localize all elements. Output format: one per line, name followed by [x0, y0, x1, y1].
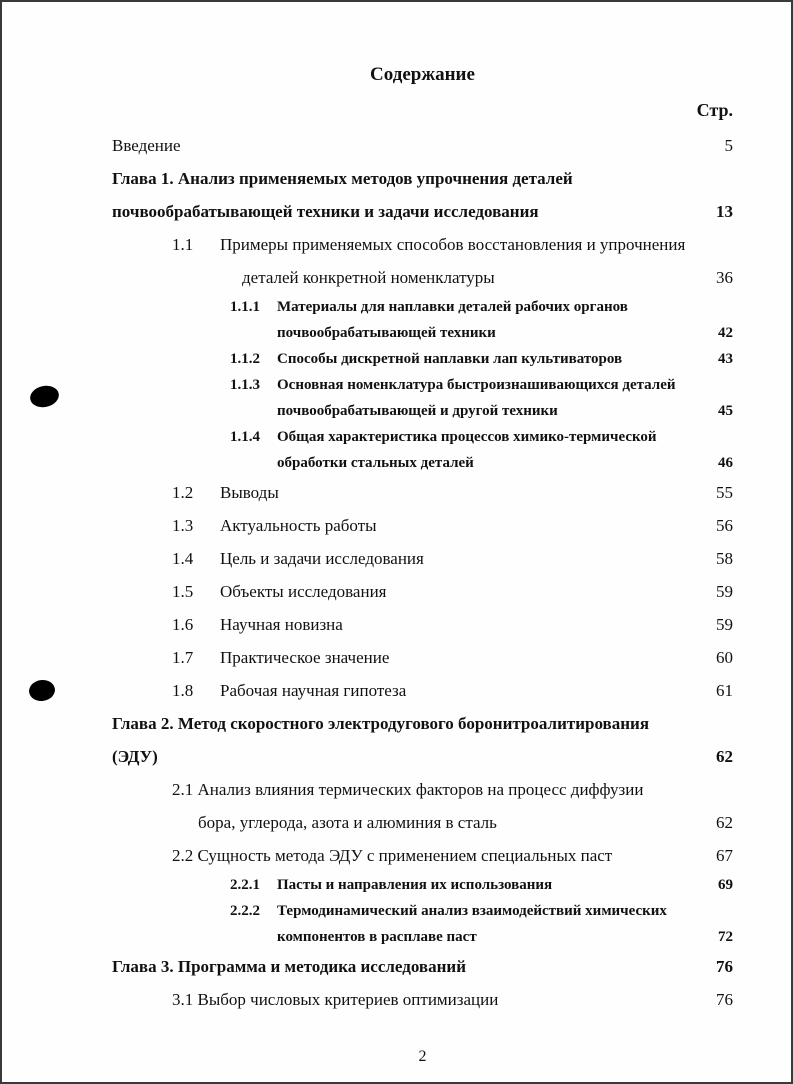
- toc-entry-number: 2.2.2: [230, 903, 260, 919]
- toc-entry: [112, 346, 733, 372]
- toc-entry-number: 1.4: [172, 549, 194, 568]
- toc-entry-lines: [220, 641, 689, 674]
- toc-entry-line: почвообрабатывающей техники и задачи исследования: [112, 202, 539, 221]
- toc-entry-number: 1.2: [172, 483, 194, 502]
- toc-entry-lines: [277, 372, 689, 424]
- toc-entry: [112, 641, 733, 674]
- toc-entry: [112, 839, 733, 872]
- toc-entry: [112, 228, 733, 294]
- toc-entry-number: 2.2.1: [230, 877, 260, 893]
- toc-entry-lines: [277, 898, 689, 950]
- toc-entry-page: 46: [718, 455, 733, 471]
- toc-entry-page: 55: [716, 483, 733, 502]
- toc-entry-text: [172, 509, 689, 542]
- toc-entry-lines: [220, 575, 689, 608]
- toc-entry-page: 76: [716, 990, 733, 1009]
- toc-entry-text: [230, 898, 689, 950]
- toc-entry-lines: [277, 424, 689, 476]
- toc-entry-lines: [112, 129, 689, 162]
- toc-entry-lines: [112, 707, 689, 773]
- toc-entry-text: [230, 294, 689, 346]
- toc-entry-line: Глава 1. Анализ применяемых методов упрочнения деталей: [112, 169, 573, 188]
- toc-entry-line: Цель и задачи исследования: [220, 549, 424, 568]
- toc-entry-line: Глава 3. Программа и методика исследований: [112, 957, 466, 976]
- toc-entry-page: 45: [718, 403, 733, 419]
- page-number: 2: [418, 1048, 427, 1065]
- toc-entry-number: 1.3: [172, 516, 194, 535]
- toc-entry-line: Термодинамический анализ взаимодействий химических: [277, 903, 667, 919]
- toc-entry-text: [172, 575, 689, 608]
- page-title: Содержание: [370, 64, 475, 85]
- toc-entry-line: Глава 2. Метод скоростного электродугового боронитроалитирования: [112, 714, 650, 733]
- toc-entry: [112, 424, 733, 476]
- toc-entry-lines: [172, 773, 689, 839]
- toc-entry-text: [172, 983, 689, 1016]
- toc-entry-text: [230, 872, 689, 898]
- toc-entry-number: 1.1.1: [230, 299, 260, 315]
- toc-entry: [112, 575, 733, 608]
- toc-list: [112, 129, 733, 1016]
- toc-entry-page: 58: [716, 549, 733, 568]
- toc-entry-text: [112, 129, 689, 162]
- toc-entry-text: [230, 346, 689, 372]
- toc-entry-text: [172, 476, 689, 509]
- toc-entry-line: Практическое значение: [220, 648, 390, 667]
- toc-entry-page: 62: [716, 813, 733, 832]
- toc-entry: [112, 773, 733, 839]
- toc-entry-text: [172, 228, 689, 294]
- toc-entry-number: 1.6: [172, 615, 194, 634]
- toc-entry-number: 1.1.3: [230, 377, 260, 393]
- toc-entry-page: 56: [716, 516, 733, 535]
- toc-entry: [112, 898, 733, 950]
- toc-entry-number: 1.1.4: [230, 429, 260, 445]
- toc-entry-line: деталей конкретной номенклатуры: [242, 268, 495, 287]
- toc-entry-line: Введение: [112, 136, 181, 155]
- toc-entry-number: 1.7: [172, 648, 194, 667]
- toc-entry-text: [172, 839, 689, 872]
- toc-entry-line: Основная номенклатура быстроизнашивающихся деталей: [277, 377, 676, 393]
- toc-entry-lines: [220, 228, 689, 294]
- toc-entry-text: [112, 162, 689, 228]
- toc-entry-lines: [172, 839, 689, 872]
- toc-entry-lines: [277, 294, 689, 346]
- toc-entry-line: почвообрабатывающей техники: [277, 325, 496, 341]
- toc-entry-text: [112, 950, 689, 983]
- toc-entry-line: Примеры применяемых способов восстановления и упрочнения: [220, 235, 686, 254]
- toc-entry-page: 62: [716, 747, 733, 766]
- toc-entry-page: 42: [718, 325, 733, 341]
- toc-entry: [112, 608, 733, 641]
- toc-entry: [112, 872, 733, 898]
- toc-entry-page: 43: [718, 351, 733, 367]
- toc-entry-line: бора, углерода, азота и алюминия в сталь: [198, 813, 497, 832]
- toc-entry-text: [230, 372, 689, 424]
- toc-entry-number: 1.8: [172, 681, 194, 700]
- toc-entry-lines: [112, 162, 689, 228]
- toc-entry-page: 61: [716, 681, 733, 700]
- toc-entry-page: 59: [716, 582, 733, 601]
- toc-entry: [112, 162, 733, 228]
- toc-entry-page: 5: [724, 136, 733, 155]
- toc-entry-line: компонентов в расплаве паст: [277, 929, 477, 945]
- toc-entry-lines: [220, 608, 689, 641]
- toc-entry-number: 1.1: [172, 235, 194, 254]
- toc-entry-text: [172, 641, 689, 674]
- toc-entry-lines: [220, 674, 689, 707]
- scan-artifact-dot: [28, 678, 57, 702]
- toc-entry-lines: [220, 542, 689, 575]
- toc-entry-line: 2.1 Анализ влияния термических факторов на процесс диффузии: [172, 780, 644, 799]
- toc-entry-lines: [277, 872, 689, 898]
- toc-entry: [112, 372, 733, 424]
- toc-entry-text: [172, 773, 689, 839]
- toc-entry-line: Общая характеристика процессов химико-термической: [277, 429, 657, 445]
- toc-entry-lines: [172, 983, 689, 1016]
- toc-entry: [112, 476, 733, 509]
- toc-entry: [112, 542, 733, 575]
- toc-entry-text: [172, 542, 689, 575]
- toc-entry-line: Пасты и направления их использования: [277, 877, 553, 893]
- toc-entry-page: 13: [716, 202, 733, 221]
- toc-entry-page: 67: [716, 846, 733, 865]
- toc-entry: [112, 129, 733, 162]
- toc-entry: [112, 294, 733, 346]
- toc-entry-number: 1.5: [172, 582, 194, 601]
- toc-entry-lines: [220, 476, 689, 509]
- toc-entry-line: Объекты исследования: [220, 582, 387, 601]
- toc-entry-number: 1.1.2: [230, 351, 260, 367]
- toc-entry: [112, 509, 733, 542]
- toc-entry-line: почвообрабатывающей и другой техники: [277, 403, 558, 419]
- toc-entry-text: [230, 424, 689, 476]
- toc-entry-page: 76: [716, 957, 733, 976]
- toc-entry: [112, 674, 733, 707]
- toc-entry-page: 72: [718, 929, 733, 945]
- toc-entry-line: обработки стальных деталей: [277, 455, 474, 471]
- page-column-label: Стр.: [696, 100, 733, 120]
- toc-entry-lines: [277, 346, 689, 372]
- toc-entry-line: 3.1 Выбор числовых критериев оптимизации: [172, 990, 499, 1009]
- toc-entry-page: 36: [716, 268, 733, 287]
- toc-entry-page: 59: [716, 615, 733, 634]
- toc-entry-page: 69: [718, 877, 733, 893]
- toc-entry: [112, 707, 733, 773]
- toc-entry-line: Научная новизна: [220, 615, 343, 634]
- toc-entry-line: Способы дискретной наплавки лап культиваторов: [277, 351, 623, 367]
- toc-entry-line: 2.2 Сущность метода ЭДУ с применением специальных паст: [172, 846, 613, 865]
- toc-entry-text: [172, 674, 689, 707]
- toc-entry-page: 60: [716, 648, 733, 667]
- toc-entry-lines: [220, 509, 689, 542]
- toc-entry-text: [172, 608, 689, 641]
- toc-entry: [112, 983, 733, 1016]
- scan-artifact-dot: [28, 383, 61, 410]
- toc-entry-line: Актуальность работы: [220, 516, 377, 535]
- toc-entry-line: Рабочая научная гипотеза: [220, 681, 407, 700]
- toc-entry: [112, 950, 733, 983]
- toc-entry-line: (ЭДУ): [112, 747, 158, 766]
- toc-entry-lines: [112, 950, 689, 983]
- toc-entry-line: Выводы: [220, 483, 279, 502]
- toc-entry-line: Материалы для наплавки деталей рабочих органов: [277, 299, 628, 315]
- toc-entry-text: [112, 707, 689, 773]
